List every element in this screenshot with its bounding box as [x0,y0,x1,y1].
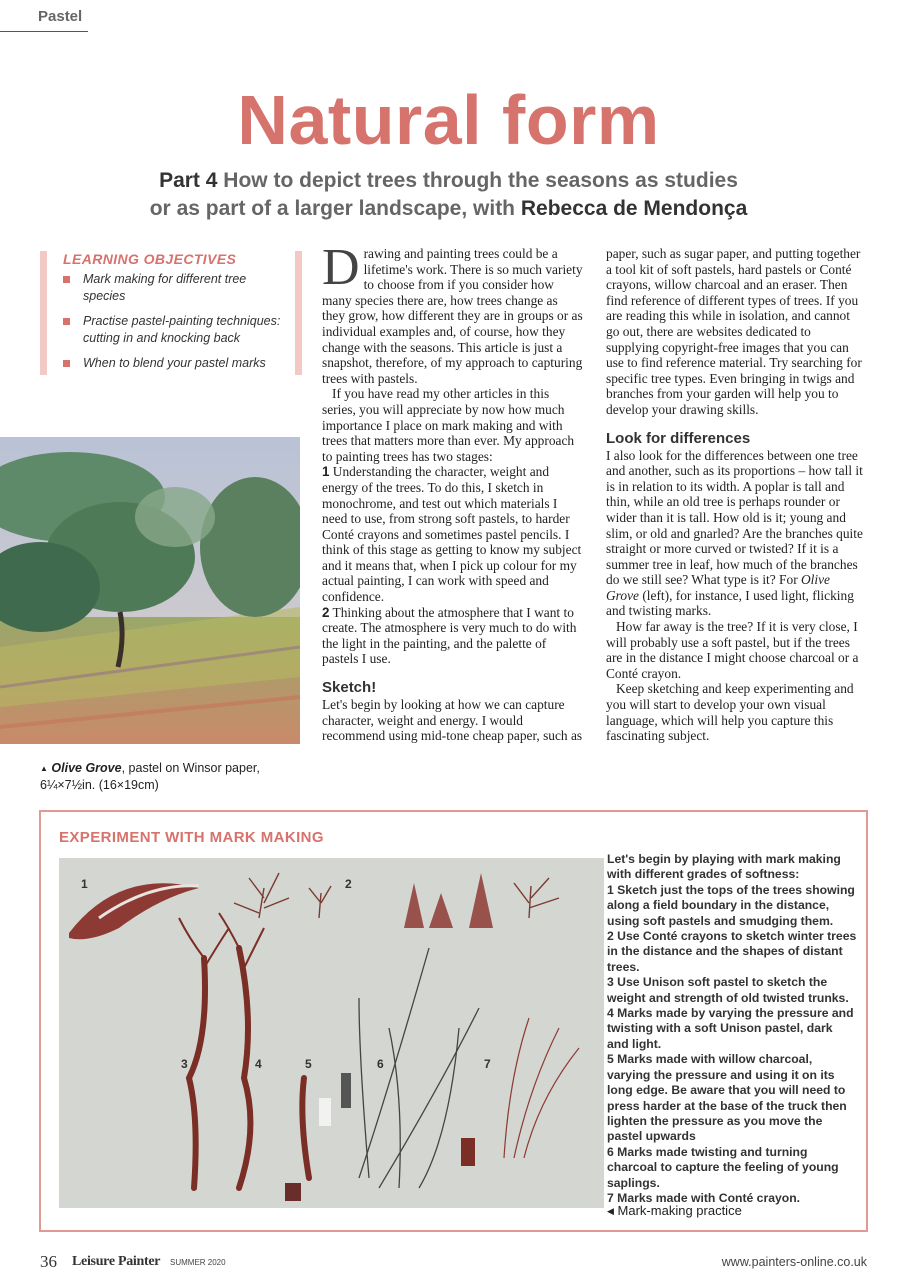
experiment-step: 7 Marks made with Conté crayon. [607,1190,801,1205]
subtitle [60,167,837,223]
experiment-caption: ◀ Mark-making practice [607,1203,742,1218]
learning-objective-item: Practise pastel-painting techniques: cutting in and knocking back [63,313,281,347]
experiment-box [39,810,868,1232]
triangle-left-icon: ◀ [607,1206,614,1216]
article-paragraph-continued: paper, such as sugar paper, and putting together a tool kit of soft pastels, hard pastels or Conté crayons, willow charcoal and an eraser. Then find reference of different types of trees. If you are reading this while in isolation, and cannot go out, there are websites dedicated to supplying copyright-free images that you can use to find reference material. Try searching for specific tree types. Even bringing in twigs and branches from your garden will help you to develop your drawing skills. [606,246,862,417]
experiment-intro: Let's begin by playing with mark making with different grades of softness: [607,852,841,882]
heading-differences: Look for differences [606,429,751,447]
mark-making-practice-image [59,858,604,1208]
website-url: www.painters-online.co.uk [721,1255,867,1269]
figure-label: 5 [305,1057,312,1071]
page-title: Natural form [237,81,660,159]
subtitle-author: Rebecca de Mendonça [520,197,748,220]
heading-sketch: Sketch! [322,679,377,697]
magazine-logo: Leisure Painter [72,1254,161,1269]
drop-cap: D [322,239,360,296]
article-paragraph: Keep sketching and keep experimenting and you will start to develop your own visual language, which will help you capture this fascinating subject. [606,681,854,744]
bullet-square-icon [63,360,70,367]
learning-objective-item: When to blend your pastel marks [63,355,281,372]
figure-label: 7 [484,1057,491,1071]
figure-label: 4 [255,1057,262,1071]
experiment-heading: EXPERIMENT WITH MARK MAKING [59,829,324,846]
figure-label: 6 [377,1057,384,1071]
article-column-1 [322,239,584,744]
learning-objectives-list [63,271,281,372]
bullet-square-icon [63,276,70,283]
page-number: 36 [40,1252,57,1271]
article-paragraph: How far away is the tree? If it is very close, I will probably use a soft pastel, but if the trees are in the distance I might choose charcoal or a Conté crayon. [606,619,859,681]
figure-label: 1 [81,877,88,891]
article-column-2 [606,246,864,744]
experiment-step: 5 Marks made with willow charcoal, varying the pressure and using it on its long edge. Be aware that you will need to press harder at the base of the truck then lighten the pressure as you move the pastel upwards [607,1052,847,1144]
experiment-instructions [607,852,857,1206]
learning-objectives-heading: LEARNING OBJECTIVES [63,251,237,267]
experiment-step: 3 Use Unison soft pastel to sketch the weight and strength of old twisted trunks. [607,975,849,1005]
article-paragraph: Drawing and painting trees could be a lifetime's work. There is so much variety to choose from if you consider how many species there are, how trees change as they grow, how different they are in groups or as individual examples and, of course, how they change with the seasons. This article is just a snapshot, therefore, of my approach to capturing trees with pastels. [322,239,583,386]
article-paragraph: If you have read my other articles in this series, you will appreciate by now how much importance I place on mark making and with trees that matters more than ever. My approach to painting trees has two stages: [322,386,575,464]
painting-caption [40,760,298,793]
article-paragraph: Let's begin by looking at how we can capture character, weight and energy. I would recommend using mid-tone cheap paper, such as [322,697,583,744]
subtitle-part: Part 4 [159,169,218,192]
subtitle-line1: How to depict trees through the seasons as studies [223,169,738,192]
experiment-step: 1 Sketch just the tops of the trees showing along a field boundary in the distance, using soft pastels and smudging them. [607,882,855,928]
triangle-up-icon: ▲ [40,764,48,773]
olive-grove-painting [0,437,300,744]
figure-label: 3 [181,1057,188,1071]
learning-objective-item: Mark making for different tree species [63,271,281,305]
experiment-step: 2 Use Conté crayons to sketch winter trees in the distance and the shapes of distant trees. [607,929,857,974]
article-paragraph: I also look for the differences between one tree and another, such as its proportions – how tall it is in relation to its width. A poplar is tall and thin, while an old tree is perhaps rounder or wider than it is tall. How old is it; young and slim, or old and gnarled? Are the branches quite straight or more curved or twisted? If it is a summer tree in leaf, how much of the branches do we still see? What type is it? For Olive Grove (left), for instance, I used light, flicking and twisting marks. [606,447,863,619]
article-paragraph: 1 Understanding the character, weight and energy of the trees. To do this, I sketch in monochrome, and test out which materials I need to use, from strong soft pastels, to harder Conté crayons and sometimes pastel pencils. I think of this stage as getting to know my subject and it means that, when I pick up colour for my actual painting, I can work with speed and confidence. [322,464,582,605]
figure-label: 2 [345,877,352,891]
learning-objectives-box [40,251,302,375]
subtitle-line2: or as part of a larger landscape, with [149,197,516,220]
caption-title: Olive Grove [51,761,122,775]
section-tag: Pastel [0,8,88,32]
article-paragraph: 2 Thinking about the atmosphere that I want to create. The atmosphere is very much to do with the light in the painting, and the palette of pastels I use. [322,604,577,667]
caption-text: , pastel on Winsor paper, 6¼×7½in. (16×19cm) [40,761,260,792]
experiment-step: 4 Marks made by varying the pressure and twisting with a soft Unison pastel, dark and light. [607,1006,854,1051]
experiment-step: 6 Marks made twisting and turning charcoal to capture the feeling of young saplings. [607,1144,839,1190]
issue-date: SUMMER 2020 [170,1258,226,1267]
bullet-square-icon [63,318,70,325]
